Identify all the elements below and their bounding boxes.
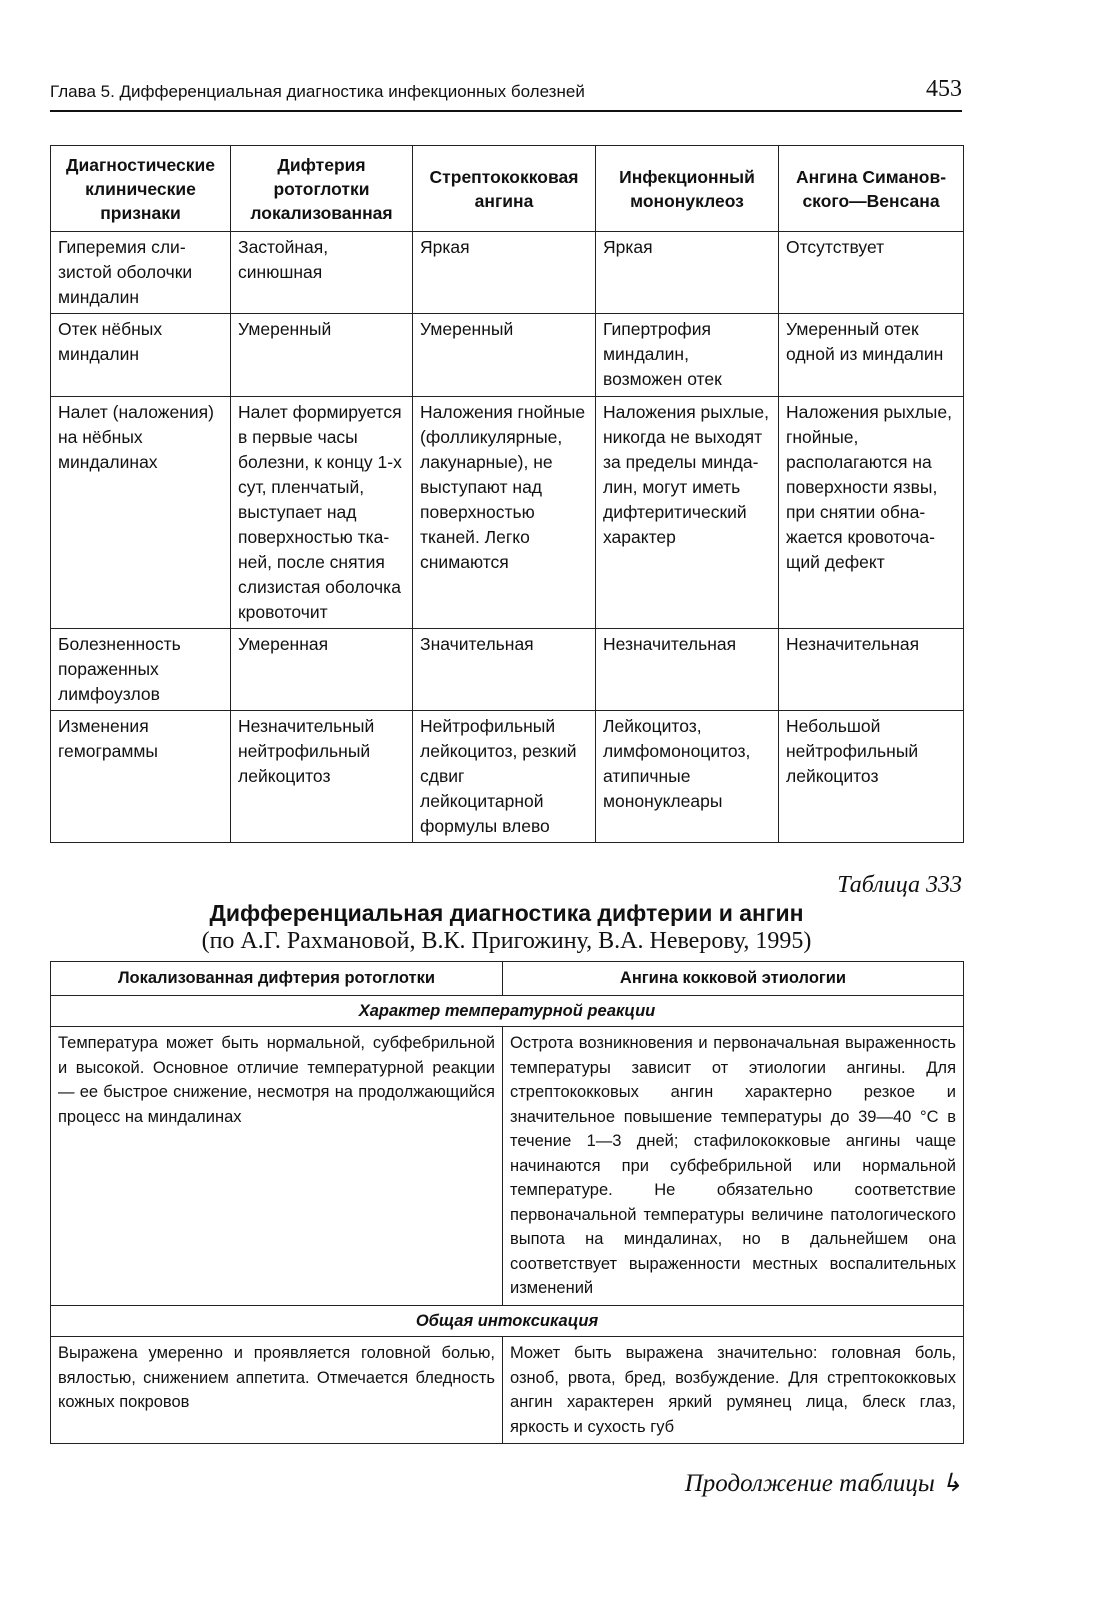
table-row: [51, 314, 964, 397]
table-cell: Незначительный нейтрофильный лейкоцитоз: [231, 711, 413, 843]
table-cell: Умеренная: [231, 629, 413, 711]
table-cell: Болезненность пораженных лимфоузлов: [51, 629, 231, 711]
table-cell: Наложения рыхлые, гнойные, располагаются на поверхности язвы, при снятии обнажается кровоточащий дефект: [779, 397, 964, 629]
table-cell: Небольшой нейтрофильный лейкоцитоз: [779, 711, 964, 843]
table-row: [51, 232, 964, 314]
table-cell: Яркая: [413, 232, 596, 314]
table-cell: Незначительная: [779, 629, 964, 711]
table-cell: Незначительная: [596, 629, 779, 711]
column-header: Диагностические клинические признаки: [51, 146, 231, 232]
table-row: [51, 397, 964, 629]
diagnostic-signs-table: [50, 145, 964, 843]
table-cell: Гиперемия слизистой оболочки миндалин: [51, 232, 231, 314]
diphtheria-angina-table: [50, 961, 964, 1444]
table-row: [51, 711, 964, 843]
page-number: 453: [926, 76, 962, 102]
chapter-title: Глава 5. Дифференциальная диагностика инфекционных болезней: [50, 82, 585, 101]
running-head: [50, 76, 962, 112]
table-cell: Острота возникновения и первоначальная выраженность температуры зависит от этиологии ангины. Для стрептококковых ангин характерно резкое и значительное повышение температуры до 39—40 °С в течение 1—3 дней; стафилококковые ангины чаще начинаются при субфебрильной или нормальной температуре. Не обязательно соответствие первоначальной температуры величине патологического выпота на миндалинах, но в дальнейшем она соответствует выраженности местных воспалительных изменений: [503, 1027, 964, 1306]
column-header: Стрептококковая ангина: [413, 146, 596, 232]
table-cell: Наложения гнойные (фолликулярные, лакунарные), не выступают над поверхностью тканей. Легко снимаются: [413, 397, 596, 629]
table-cell: Умеренный отек одной из миндалин: [779, 314, 964, 397]
column-header: Инфекционный мононуклеоз: [596, 146, 779, 232]
table-header-row: [51, 962, 964, 996]
table-cell: Умеренный: [413, 314, 596, 397]
column-header: Ангина кокковой этиологии: [503, 962, 964, 996]
table-cell: Наложения рыхлые, никогда не выходят за пределы миндалин, могут иметь дифтеритический характер: [596, 397, 779, 629]
table-cell: Нейтрофильный лейкоцитоз, резкий сдвиг лейкоцитарной формулы влево: [413, 711, 596, 843]
column-header: Дифтерия ротоглотки локализованная: [231, 146, 413, 232]
table-number: Таблица 333: [837, 872, 962, 898]
table-cell: Значительная: [413, 629, 596, 711]
section-row: [51, 995, 964, 1027]
table-cell: Яркая: [596, 232, 779, 314]
table-cell: Лейкоцитоз, лимфомоноцитоз, атипичные мононуклеары: [596, 711, 779, 843]
table-subtitle: (по А.Г. Рахмановой, В.К. Пригожину, В.А. Неверову, 1995): [201, 928, 812, 954]
section-title: Общая интоксикация: [51, 1305, 964, 1337]
table-cell: Изменения гемограммы: [51, 711, 231, 843]
table-row: [51, 1337, 964, 1444]
table-cell: Температура может быть нормальной, субфебрильной и высокой. Основное отличие температурной реакции — ее быстрое снижение, несмотря на продолжающийся процесс на миндалинах: [51, 1027, 503, 1306]
table-cell: Гипертрофия миндалин, возможен отек: [596, 314, 779, 397]
table-cell: Отсутствует: [779, 232, 964, 314]
column-header: Ангина Симановского—Венсана: [779, 146, 964, 232]
table-cell: Налет (наложения) на нёбных миндалинах: [51, 397, 231, 629]
table-row: [51, 629, 964, 711]
table-header-row: [51, 146, 964, 232]
table-row: [51, 1027, 964, 1306]
continuation-note: Продолжение таблицы ↳: [684, 1470, 962, 1497]
table-title: Дифференциальная диагностика дифтерии и ангин: [209, 900, 804, 926]
column-header: Локализованная дифтерия ротоглотки: [51, 962, 503, 996]
section-row: [51, 1305, 964, 1337]
section-title: Характер температурной реакции: [51, 995, 964, 1027]
table-cell: Отек нёбных миндалин: [51, 314, 231, 397]
table-cell: Выражена умеренно и проявляется головной болью, вялостью, снижением аппетита. Отмечается бледность кожных покровов: [51, 1337, 503, 1444]
table-cell: Налет формируется в первые часы болезни, к концу 1-х сут, пленчатый, выступает над поверхностью тканей, после снятия слизистая оболочка кровоточит: [231, 397, 413, 629]
table-cell: Может быть выражена значительно: головная боль, озноб, рвота, бред, возбуждение. Для стрептококковых ангин характерен яркий румянец лица, блеск глаз, яркость и сухость губ: [503, 1337, 964, 1444]
table-cell: Умеренный: [231, 314, 413, 397]
table-cell: Застойная, синюшная: [231, 232, 413, 314]
